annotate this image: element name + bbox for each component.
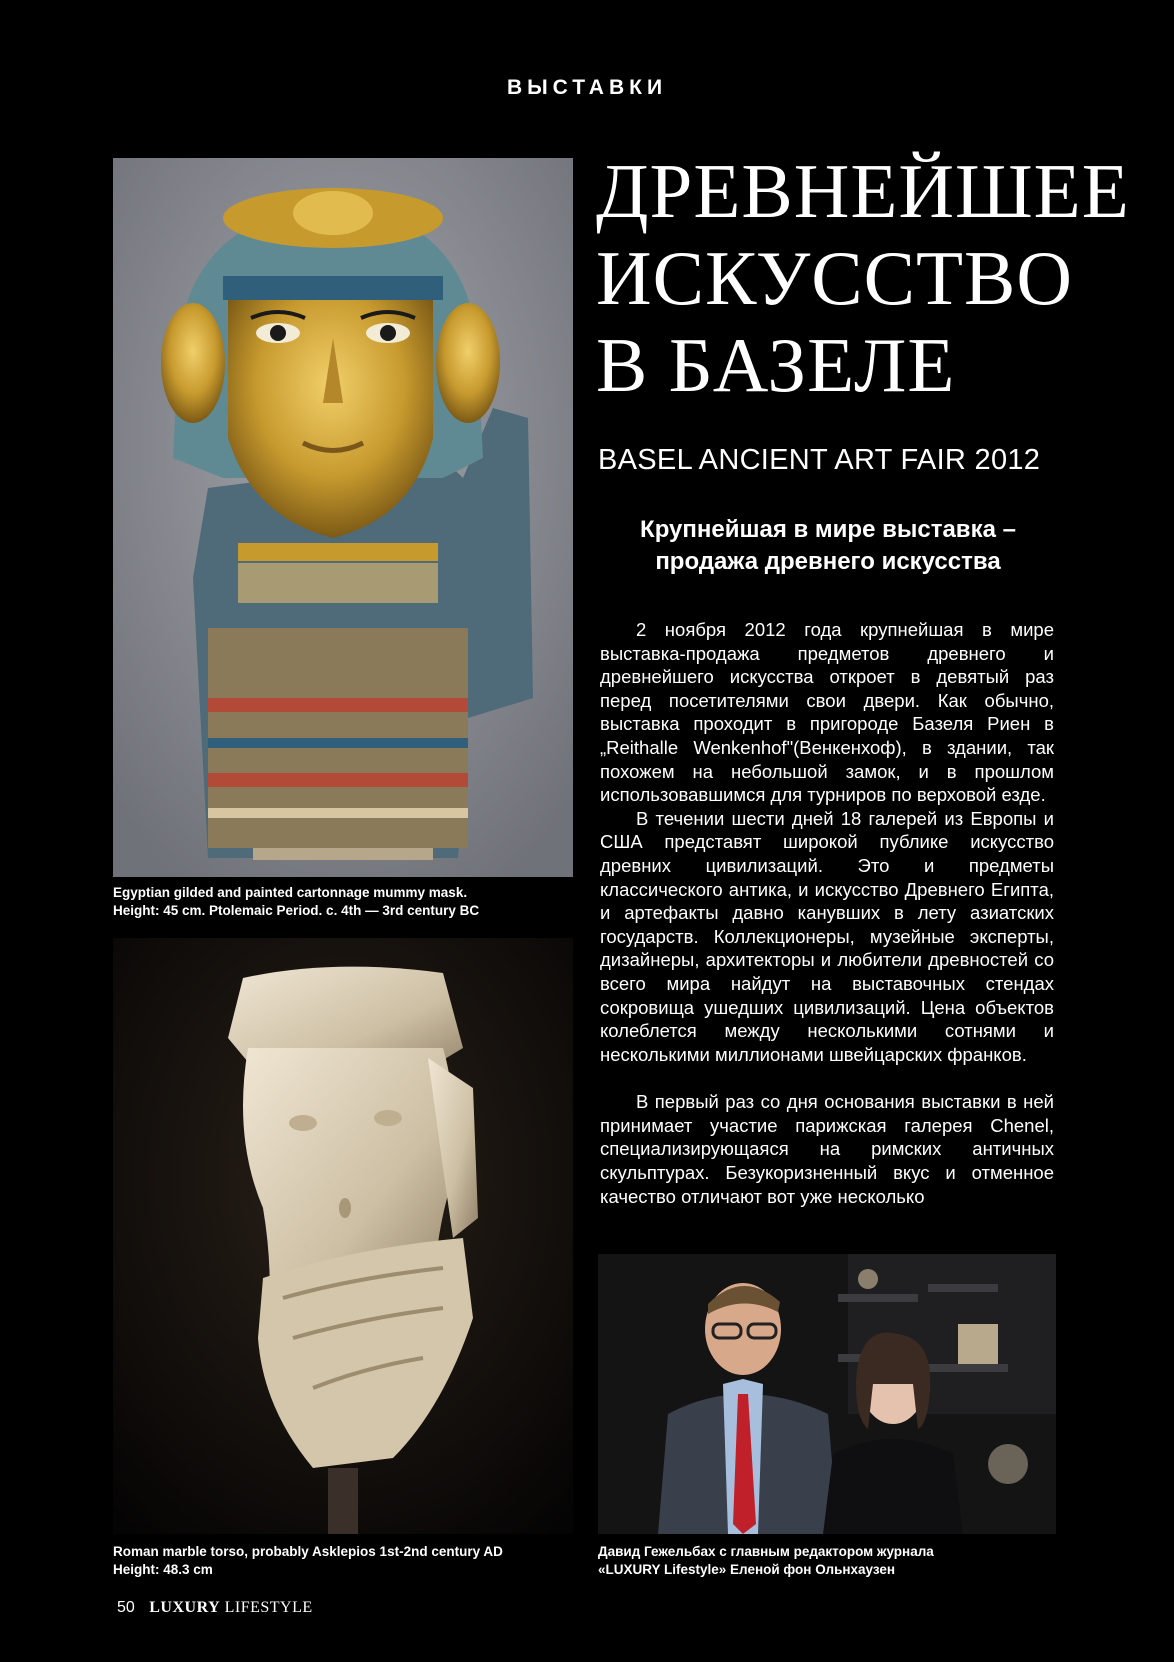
title-line: ДРЕВНЕЙШЕЕ (596, 148, 1130, 234)
article-title (596, 148, 1130, 409)
magazine-brand-bold: LUXURY (149, 1599, 221, 1616)
lead-line: продажа древнего искусства (655, 548, 1001, 575)
body-paragraph: В течении шести дней 18 галерей из Европы и США представят широкой публике искусство древних цивилизаций. Это и предметы классического антика, и искусство Древнего Египта, и артефакты давно канувших в лету азиатских государств. Коллекционеры, музейные эксперты, дизайнеры, архитекторы и любители древностей со всего мира найдут на выставочных стендах сокровища ушедших цивилизаций. Цена объектов колеблется между несколькими сотнями и несколькими миллионами швейцарских франков. (600, 807, 1054, 1065)
section-label: ВЫСТАВКИ (506, 76, 668, 99)
article-body (600, 618, 1054, 1208)
mummy-mask-caption (113, 884, 583, 920)
gallery-people-photo (598, 1254, 1056, 1534)
magazine-brand-light: LIFESTYLE (224, 1599, 313, 1616)
title-line: ИСКУССТВО (596, 235, 1074, 321)
page-number: 50 (117, 1599, 135, 1616)
body-paragraph: В первый раз со дня основания выставки в ней принимает участие парижская галерея Chenel, специализирующаяся на римских античных скульптурах. Безукоризненный вкус и отменное качество отличают вот уже несколько (600, 1091, 1054, 1207)
marble-torso-caption (113, 1543, 583, 1579)
caption-line: Height: 48.3 cm (113, 1562, 213, 1577)
article-subtitle: BASEL ANCIENT ART FAIR 2012 (598, 444, 1041, 476)
page-footer (117, 1599, 313, 1617)
caption-line: Height: 45 cm. Ptolemaic Period. c. 4th — 3rd century BC (113, 903, 480, 918)
caption-line: Давид Гежельбах с главным редактором журнала (598, 1544, 934, 1559)
title-line: В БАЗЕЛЕ (596, 322, 956, 408)
gallery-people-caption (598, 1543, 1068, 1579)
mummy-mask-photo (113, 158, 573, 877)
marble-torso-photo (113, 938, 573, 1534)
caption-line: Roman marble torso, probably Asklepios 1st-2nd century AD (113, 1544, 503, 1559)
article-lead (598, 514, 1058, 578)
body-paragraph: 2 ноября 2012 года крупнейшая в мире выставка-продажа предметов древнего и древнейшего искусства откроет в девятый раз перед посетителями свои двери. Как обычно, выставка проходит в пригороде Базеля Риен в „Reithalle Wenkenhof"(Венкенхоф), в здании, так похожем на небольшой замок, и в прошлом использовавшимся для турниров по верховой езде. (600, 619, 1054, 806)
lead-line: Крупнейшая в мире выставка – (640, 516, 1016, 543)
caption-line: Egyptian gilded and painted cartonnage mummy mask. (113, 885, 468, 900)
caption-line: «LUXURY Lifestyle» Еленой фон Ольнхаузен (598, 1562, 896, 1577)
